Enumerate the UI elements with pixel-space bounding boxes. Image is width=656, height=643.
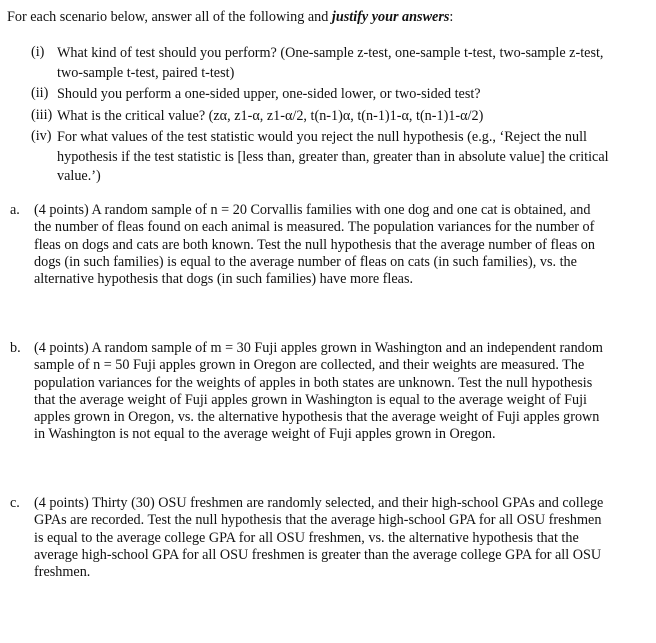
- subquestion-number: (iv): [31, 128, 52, 144]
- question-text: (4 points) A random sample of n = 20 Corvallis families with one dog and one cat is obtained, and the number of fleas found on each animal is measured. The population variances for the number of fleas on dogs and cats are both known. Test the null hypothesis that the average number of fleas on dogs (in such families) is equal to the average number of fleas on cats (in such families), vs. the alternative hypothesis that dogs (in such families) have more fleas.: [34, 202, 595, 288]
- subquestion-number: (i): [31, 44, 45, 60]
- instructions-tail: :: [449, 9, 454, 25]
- subquestion-list: [31, 44, 631, 189]
- subquestion-item: [31, 107, 631, 127]
- subquestion-text: What is the critical value? (zα, z1-α, z1-α/2, t(n-1)α, t(n-1)1-α, t(n-1)1-α/2): [57, 107, 484, 124]
- question-text: (4 points) Thirty (30) OSU freshmen are randomly selected, and their high-school GPAs and college GPAs are recorded. Test the null hypothesis that the average high-school GPA for all OSU freshmen is equal to the average college GPA for all OSU freshmen, vs. the alternative hypothesis that the average high-school GPA for all OSU freshmen is greater than the average college GPA for all OSU freshmen.: [34, 495, 604, 581]
- subquestion-number: (ii): [31, 85, 49, 101]
- subquestion-item: [31, 85, 631, 105]
- question-text: (4 points) A random sample of m = 30 Fuji apples grown in Washington and an independent random sample of n = 50 Fuji apples grown in Oregon are collected, and their weights are measured. The population variances for the weights of apples in both states are unknown. Test the null hypothesis that the average weight of Fuji apples grown in Washington is equal to the average weight of Fuji apples grown in Oregon, vs. the alternative hypothesis that the average weight of Fuji apples grown in Washington is not equal to the average weight of Fuji apples grown in Oregon.: [34, 340, 603, 443]
- question-a: [10, 202, 610, 288]
- instructions: [7, 9, 647, 26]
- question-letter: a.: [10, 202, 20, 218]
- subquestion-text: For what values of the test statistic would you reject the null hypothesis (e.g., ‘Reject the null hypothesis if the test statistic is [less than, greater than, greater than in absolute value] the critical value.’): [57, 129, 609, 184]
- subquestion-item: [31, 128, 631, 187]
- question-letter: b.: [10, 340, 21, 356]
- question-letter: c.: [10, 495, 20, 511]
- subquestion-number: (iii): [31, 106, 53, 123]
- instructions-lead: For each scenario below, answer all of the following and: [7, 9, 332, 25]
- instructions-emphasis: justify your answers: [331, 9, 450, 25]
- subquestion-text: What kind of test should you perform? (One-sample z-test, one-sample t-test, two-sample z-test, two-sample t-test, paired t-test): [57, 45, 604, 81]
- subquestion-text: Should you perform a one-sided upper, one-sided lower, or two-sided test?: [57, 86, 481, 102]
- subquestion-item: [31, 44, 631, 83]
- question-c: [10, 495, 610, 581]
- question-b: [10, 340, 610, 444]
